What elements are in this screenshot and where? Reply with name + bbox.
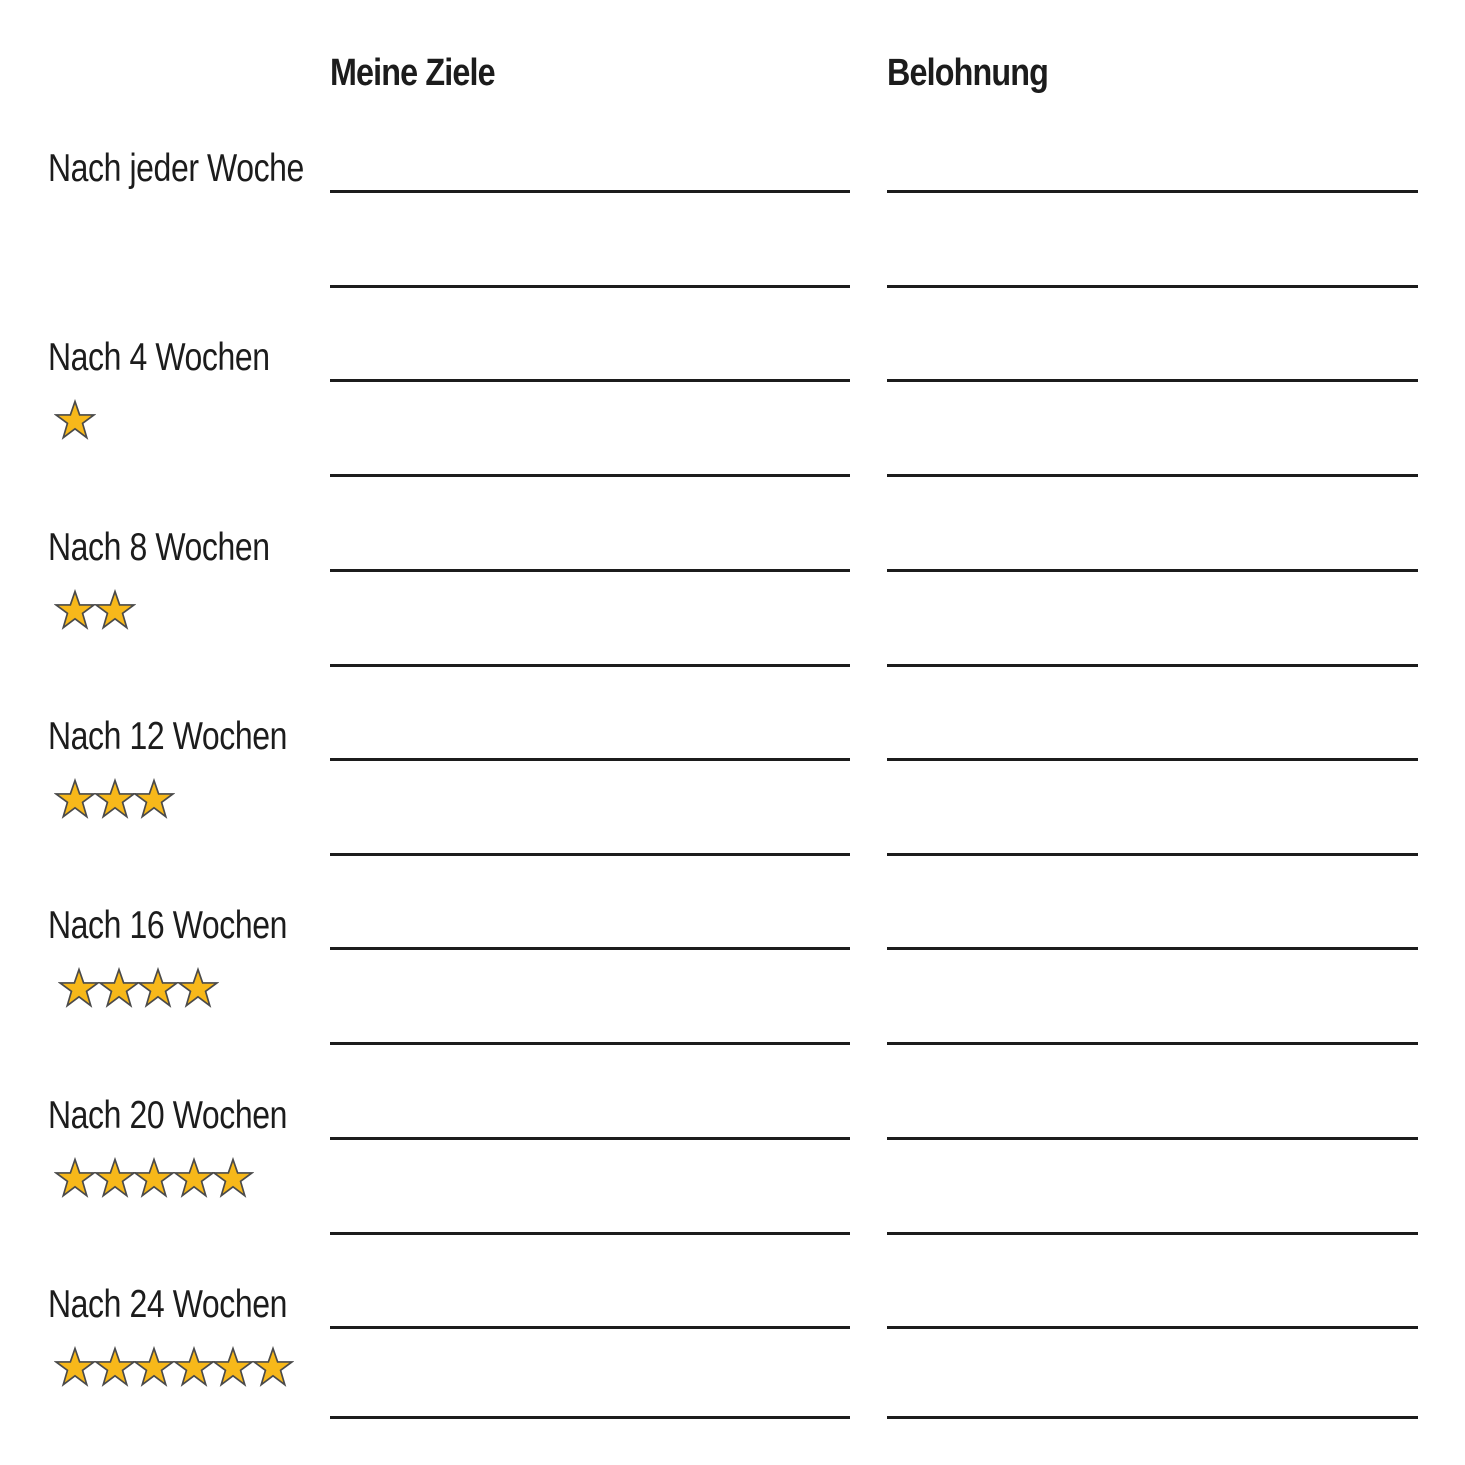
- reward-write-line[interactable]: [887, 1326, 1418, 1329]
- star-icon: [94, 1346, 134, 1390]
- milestone-label: Nach jeder Woche: [48, 147, 304, 190]
- reward-column-header: Belohnung: [887, 52, 1048, 94]
- milestone-label: Nach 12 Wochen: [48, 714, 288, 758]
- milestone-label: Nach 4 Wochen: [48, 336, 270, 380]
- star-rating: [54, 1346, 291, 1390]
- goals-column-header: Meine Ziele: [330, 52, 495, 94]
- goal-write-line[interactable]: [330, 1416, 850, 1419]
- star-icon: [173, 1346, 213, 1390]
- milestone-row: [0, 0, 1465, 190]
- milestone-row: [0, 568, 1465, 758]
- star-icon: [252, 1346, 292, 1390]
- milestone-row: [0, 947, 1465, 1137]
- milestone-label: Nach 24 Wochen: [48, 1282, 288, 1326]
- milestone-row: [0, 757, 1465, 947]
- reward-write-line[interactable]: [887, 1416, 1418, 1419]
- milestone-row: [0, 1136, 1465, 1326]
- milestone-label: Nach 8 Wochen: [48, 525, 270, 569]
- milestone-row: [0, 189, 1465, 379]
- goal-write-line[interactable]: [330, 1326, 850, 1329]
- star-icon: [212, 1346, 252, 1390]
- star-icon: [133, 1346, 173, 1390]
- milestone-label: Nach 20 Wochen: [48, 1093, 288, 1137]
- milestone-label: Nach 16 Wochen: [48, 904, 288, 948]
- star-icon: [54, 1346, 94, 1390]
- milestone-row: [0, 379, 1465, 569]
